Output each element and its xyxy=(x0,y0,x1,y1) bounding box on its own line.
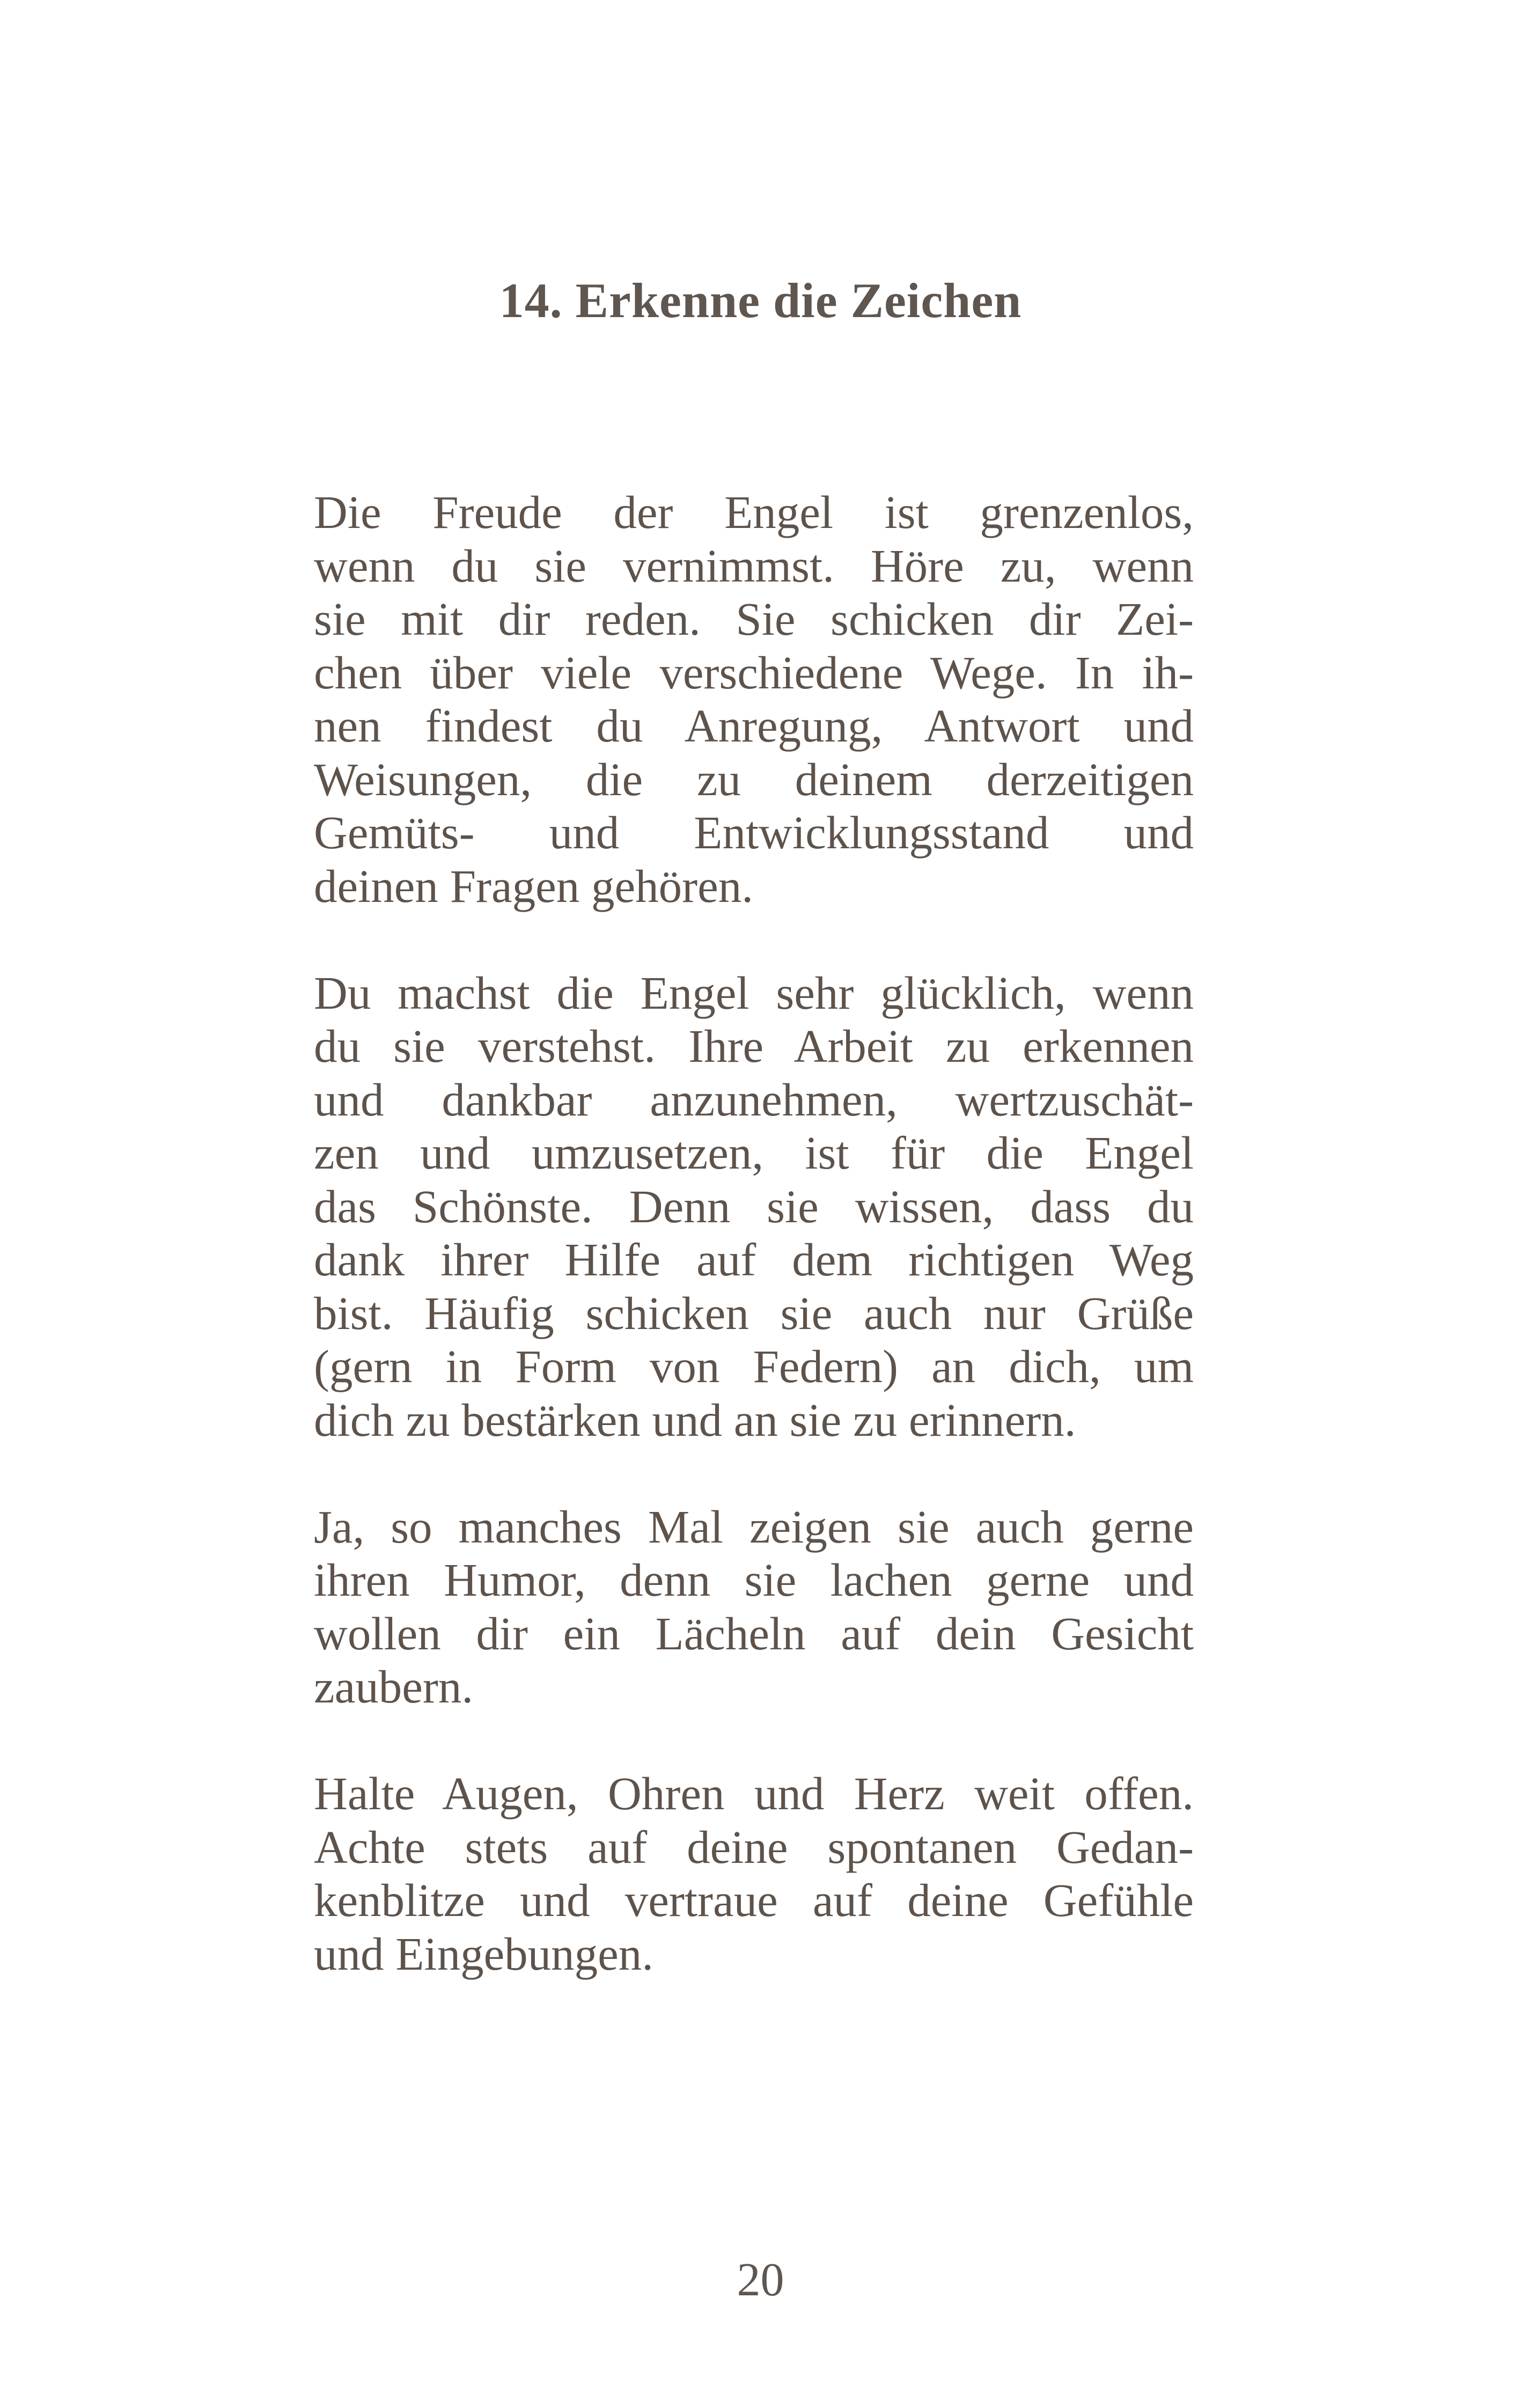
text-line: und Eingebungen. xyxy=(314,1927,654,1980)
paragraph-2 xyxy=(314,966,1194,1447)
paragraph-3 xyxy=(314,1500,1194,1714)
text-line: chen über viele verschiedene Wege. In ih- xyxy=(314,646,1194,699)
text-line: deinen Fragen gehören. xyxy=(314,860,753,912)
text-line: (gern in Form von Federn) an dich, um xyxy=(314,1340,1194,1392)
text-line: Ja, so manches Mal zeigen sie auch gerne xyxy=(314,1500,1194,1553)
text-line: Die Freude der Engel ist grenzenlos, xyxy=(314,486,1194,538)
text-line: wollen dir ein Lächeln auf dein Gesicht xyxy=(314,1607,1194,1660)
paragraph-1 xyxy=(314,486,1194,913)
text-line: Gemüts- und Entwicklungsstand und xyxy=(314,806,1194,858)
text-line: bist. Häufig schicken sie auch nur Grüße xyxy=(314,1287,1194,1339)
text-line: kenblitze und vertraue auf deine Gefühle xyxy=(314,1874,1194,1926)
text-line: dank ihrer Hilfe auf dem richtigen Weg xyxy=(314,1234,1194,1286)
text-line: sie mit dir reden. Sie schicken dir Zei- xyxy=(314,593,1194,645)
text-line: zaubern. xyxy=(314,1661,474,1713)
text-line: nen findest du Anregung, Antwort und xyxy=(314,700,1194,752)
text-line: zen und umzusetzen, ist für die Engel xyxy=(314,1127,1194,1179)
body-text xyxy=(314,486,1194,2034)
chapter-title: 14. Erkenne die Zeichen xyxy=(499,273,1022,328)
page-number: 20 xyxy=(737,2254,784,2306)
text-line: dich zu bestärken und an sie zu erinnern. xyxy=(314,1393,1076,1446)
paragraph-4 xyxy=(314,1767,1194,1980)
text-line: ihren Humor, denn sie lachen gerne und xyxy=(314,1554,1194,1606)
text-line: und dankbar anzunehmen, wertzuschät- xyxy=(314,1073,1194,1126)
text-line: Weisungen, die zu deinem derzeitigen xyxy=(314,753,1194,805)
text-line: du sie verstehst. Ihre Arbeit zu erkennen xyxy=(314,1020,1194,1072)
text-line: wenn du sie vernimmst. Höre zu, wenn xyxy=(314,539,1194,592)
text-line: Halte Augen, Ohren und Herz weit offen. xyxy=(314,1767,1194,1819)
text-line: Du machst die Engel sehr glücklich, wenn xyxy=(314,966,1194,1019)
text-line: das Schönste. Denn sie wissen, dass du xyxy=(314,1180,1194,1232)
text-line: Achte stets auf deine spontanen Gedan- xyxy=(314,1820,1194,1873)
